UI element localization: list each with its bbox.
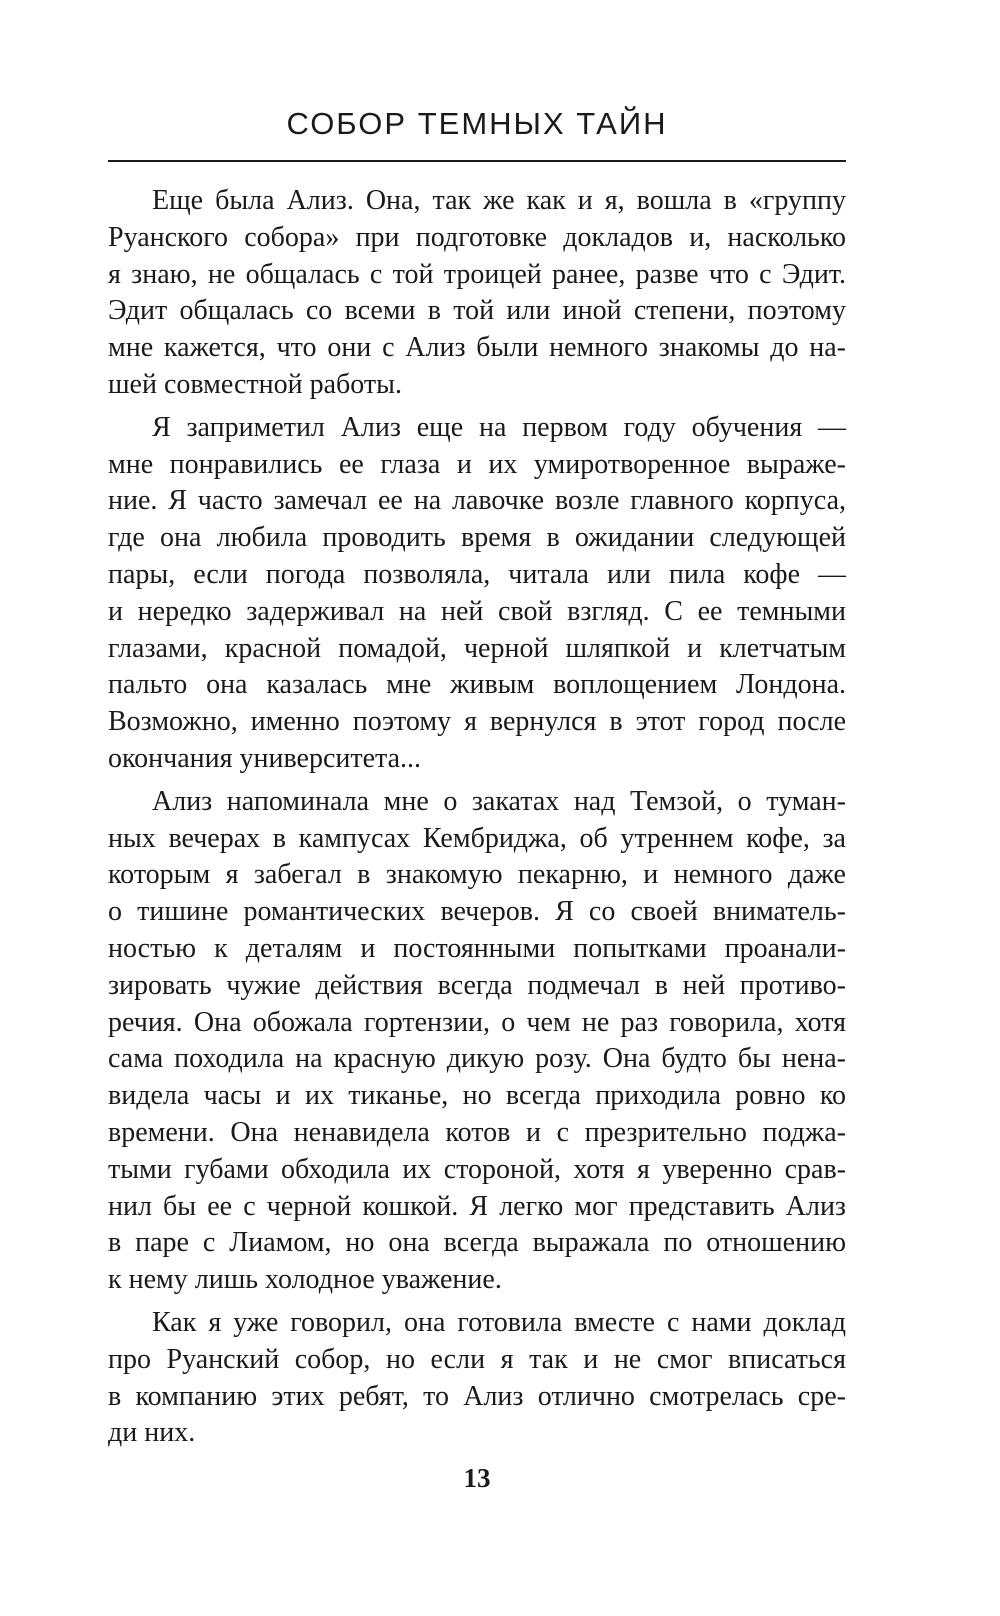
text-line: о тишине романтических вечеров. Я со своей вниматель- bbox=[108, 896, 846, 928]
text-line: где она любила проводить время в ожидании следующей bbox=[108, 522, 846, 554]
text-line: пальто она казалась мне живым воплощением Лондона. bbox=[108, 669, 846, 701]
text-line: глазами, красной помадой, черной шляпкой и клетчатым bbox=[108, 632, 846, 664]
text-line: в компанию этих ребят, то Ализ отлично смотрелась сре- bbox=[108, 1380, 846, 1412]
paragraph bbox=[108, 410, 846, 778]
page-number: 13 bbox=[463, 1463, 491, 1493]
text-line: видела часы и их тиканье, но всегда приходила ровно ко bbox=[108, 1080, 846, 1112]
text-line: и нередко задерживал на ней свой взгляд. С ее темными bbox=[108, 595, 846, 627]
text-line: сама походила на красную дикую розу. Она будто бы нена- bbox=[108, 1043, 846, 1075]
text-line: про Руанский собор, но если я так и не смог вписаться bbox=[108, 1343, 846, 1375]
text-line: зировать чужие действия всегда подмечал в ней противо- bbox=[108, 969, 846, 1001]
text-line: Как я уже говорил, она готовила вместе с нами доклад bbox=[152, 1306, 846, 1338]
text-line: нил бы ее с черной кошкой. Я легко мог представить Ализ bbox=[108, 1190, 846, 1222]
header-rule bbox=[108, 160, 846, 162]
paragraph bbox=[108, 1305, 846, 1452]
text-line: которым я забегал в знакомую пекарню, и немного даже bbox=[108, 859, 846, 891]
text-line: ди них. bbox=[108, 1417, 196, 1449]
text-line: ние. Я часто замечал ее на лавочке возле главного корпуса, bbox=[108, 485, 846, 517]
body-text bbox=[108, 183, 846, 1458]
text-line: Возможно, именно поэтому я вернулся в этот город после bbox=[108, 706, 846, 738]
text-line: Я заприметил Ализ еще на первом году обучения — bbox=[152, 411, 846, 443]
text-line: ных вечерах в кампусах Кембриджа, об утреннем кофе, за bbox=[108, 822, 846, 854]
text-line: ностью к деталям и постоянными попытками проанали- bbox=[108, 932, 846, 964]
text-line: я знаю, не общалась с той троицей ранее, разве что с Эдит. bbox=[108, 258, 846, 290]
text-line: мне понравились ее глаза и их умиротворенное выраже- bbox=[108, 448, 846, 480]
text-line: Эдит общалась со всеми в той или иной степени, поэтому bbox=[108, 295, 846, 327]
text-line: мне кажется, что они с Ализ были немного знакомы до на- bbox=[108, 332, 846, 364]
text-line: в паре с Лиамом, но она всегда выражала по отношению bbox=[108, 1227, 846, 1259]
text-line: Руанского собора» при подготовке докладов и, насколько bbox=[108, 221, 846, 253]
text-line: Ализ напоминала мне о закатах над Темзой, о туман- bbox=[152, 785, 846, 817]
text-line: окончания университета... bbox=[108, 742, 422, 774]
text-line: шей совместной работы. bbox=[108, 368, 402, 400]
text-line: к нему лишь холодное уважение. bbox=[108, 1264, 502, 1296]
text-line: тыми губами обходила их стороной, хотя я уверенно срав- bbox=[108, 1153, 846, 1185]
text-line: Еще была Ализ. Она, так же как и я, вошла в «группу bbox=[152, 185, 846, 216]
text-line: речия. Она обожала гортензии, о чем не раз говорила, хотя bbox=[108, 1006, 846, 1038]
paragraph bbox=[108, 183, 846, 404]
text-line: пары, если погода позволяла, читала или пила кофе — bbox=[108, 558, 846, 590]
paragraph bbox=[108, 784, 846, 1299]
running-head: СОБОР ТЕМНЫХ ТАЙН bbox=[286, 106, 668, 141]
text-line: времени. Она ненавидела котов и с презрительно поджа- bbox=[108, 1116, 846, 1148]
